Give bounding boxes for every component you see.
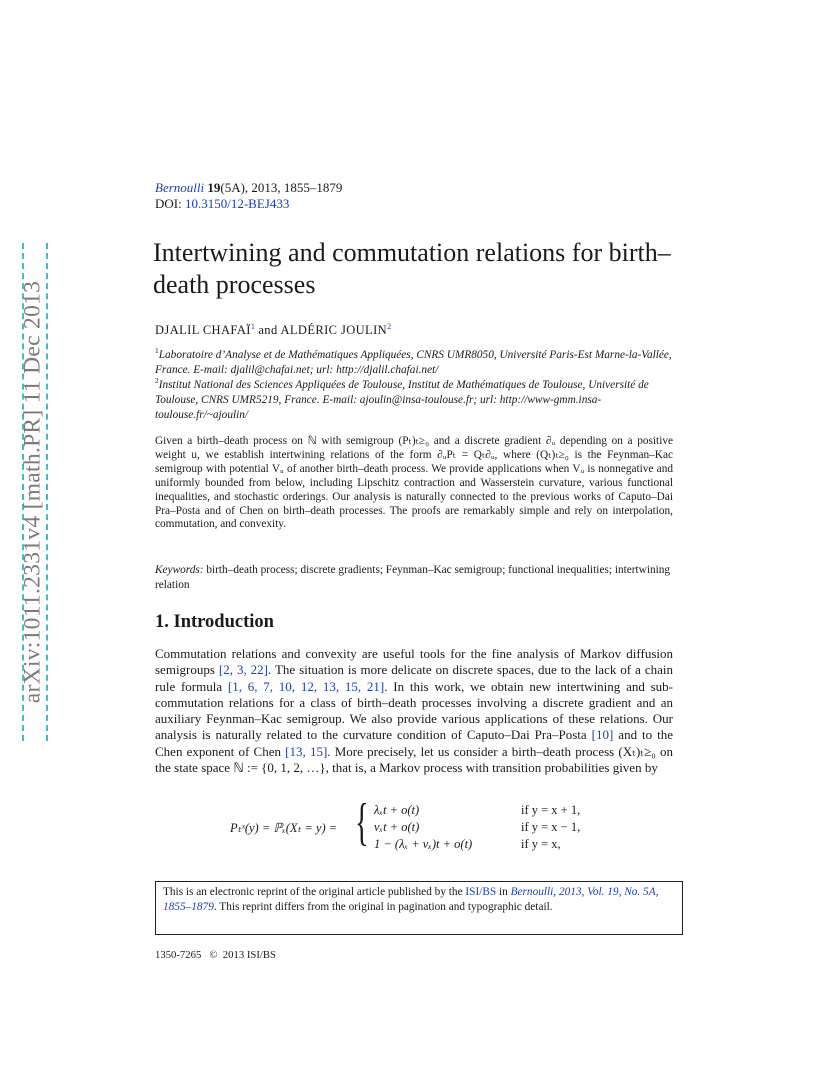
- reprint-text: in: [496, 886, 511, 898]
- citation-link[interactable]: [2, 3, 22]: [218, 662, 268, 678]
- journal-issue: (5A), 2013, 1855–1879: [220, 180, 343, 195]
- abstract: Given a birth–death process on ℕ with semigroup (Pₜ)ₜ≥₀ and a discrete gradient ∂ᵤ depending on a positive weight u, we establish intertwining relations of the form ∂ᵤPₜ = Qₜ∂ᵤ, where (Qₜ)ₜ≥₀ is the Feynman–Kac semigroup with potential Vᵤ of another birth–death process. We provide applications when Vᵤ is nonnegative and uniformly bounded from below, including Lipschitz contraction and Wasserstein curvature, various functional inequalities, and stochastic orderings. Our analysis is naturally connected to the previous works of Caputo–Dai Pra–Posta and of Chen on birth–death processes. The proofs are remarkably simple and rely on interpolation, commutation, and convexity.: [155, 435, 673, 531]
- intro-text: . More precisely, let us consider a birth–death process (Xₜ)ₜ≥₀ on the state space ℕ := {0, 1, 2, …}, that is, a Markov process with transition probabilities given by: [155, 743, 673, 776]
- doi-line: [155, 196, 289, 212]
- equation-lhs: Pₜˣ(y) = ℙₓ(Xₜ = y) =: [230, 821, 338, 835]
- journal-citation: [155, 180, 342, 196]
- journal-volume: 19: [207, 180, 221, 195]
- equation-case-cond: if y = x − 1,: [521, 820, 581, 834]
- author-affil-ref-1[interactable]: 1: [250, 322, 255, 331]
- copyright-line: [155, 949, 276, 961]
- journal-link[interactable]: Bernoulli: [155, 180, 205, 195]
- citation-link[interactable]: [1, 6, 7, 10, 12, 13, 15, 21]: [227, 678, 385, 694]
- equation-case-expr: λₓt + o(t): [374, 803, 420, 817]
- intro-text: and to the Chen exponent of Chen: [155, 727, 674, 759]
- equation-case-expr: νₓt + o(t): [374, 820, 420, 834]
- reprint-notice: [155, 881, 683, 935]
- reprint-text: . This reprint differs from the original in pagination and typographic detail.: [213, 901, 553, 914]
- doi-label: DOI:: [155, 196, 182, 211]
- section-heading: 1. Introduction: [155, 612, 274, 632]
- equation-brace: {: [355, 794, 369, 851]
- copyright-icon: ©: [209, 949, 218, 961]
- keywords: [155, 563, 673, 592]
- citation-link[interactable]: [10]: [591, 727, 614, 743]
- equation-case-cond: if y = x,: [521, 837, 561, 851]
- author-chafai: DJALIL CHAFAÏ: [155, 323, 251, 338]
- affiliation-marker: 1: [155, 346, 159, 355]
- copyright-holder: 2013 ISI/BS: [222, 949, 276, 961]
- affiliation-text: Institut National des Sciences Appliquées de Toulouse, Institut de Mathématiques de Toulouse, Université de Toulouse, CNRS UMR5219, France. E-mail: ajoulin@insa-toulouse.fr; url: http://www-gmm.insa-toulouse.fr/~ajoulin/: [155, 378, 649, 422]
- intro-text: . The situation is more delicate on discrete spaces, due to the lack of a chain rule formula: [155, 662, 673, 694]
- citation-link[interactable]: [13, 15]: [285, 743, 328, 759]
- author-and: and: [258, 323, 278, 338]
- arxiv-stamp[interactable]: arXiv:1011.2331v4 [math.PR] 11 Dec 2013: [19, 280, 46, 704]
- isi-bs-link[interactable]: ISI/BS: [465, 886, 497, 898]
- intro-text: . In this work, we obtain new intertwining and sub-commutation relations for a class of birth–death processes involving a discrete gradient and an auxiliary Feynman–Kac semigroup. We also provide various applications of these relations. Our analysis is naturally related to the curvature condition of Caputo–Dai Pra–Posta: [155, 678, 673, 743]
- author-affil-ref-2[interactable]: 2: [387, 322, 392, 331]
- keywords-label: Keywords:: [155, 564, 204, 576]
- doi-link[interactable]: 10.3150/12-BEJ433: [184, 196, 290, 211]
- author-joulin: ALDÉRIC JOULIN: [280, 323, 388, 338]
- author-line: [155, 319, 391, 338]
- keywords-text: birth–death process; discrete gradients; Feynman–Kac semigroup; functional inequalities; intertwining relation: [155, 564, 671, 591]
- equation-case-expr: 1 − (λₓ + νₓ)t + o(t): [374, 837, 473, 851]
- reprint-text: This is an electronic reprint of the original article published by the: [163, 886, 466, 898]
- issn: 1350-7265: [155, 949, 202, 961]
- affiliation-2: [155, 373, 675, 424]
- affiliation-marker: 2: [155, 376, 159, 385]
- equation-case-cond: if y = x + 1,: [521, 803, 581, 817]
- paper-title: Intertwining and commutation relations for birth–death processes: [153, 238, 671, 299]
- intro-paragraph: [155, 646, 673, 776]
- intro-text: Commutation relations and convexity are useful tools for the fine analysis of Markov diffusion semigroups: [155, 646, 673, 678]
- affiliation-text: Laboratoire d’Analyse et de Mathématiques Appliquées, CNRS UMR8050, Université Paris-Est Marne-la-Vallée, France. E-mail: djalil@chafai.net; url: http://djalil.chafai.net/: [155, 348, 672, 377]
- bernoulli-article-link[interactable]: Bernoulli, 2013, Vol. 19, No. 5A, 1855–1879: [163, 886, 659, 914]
